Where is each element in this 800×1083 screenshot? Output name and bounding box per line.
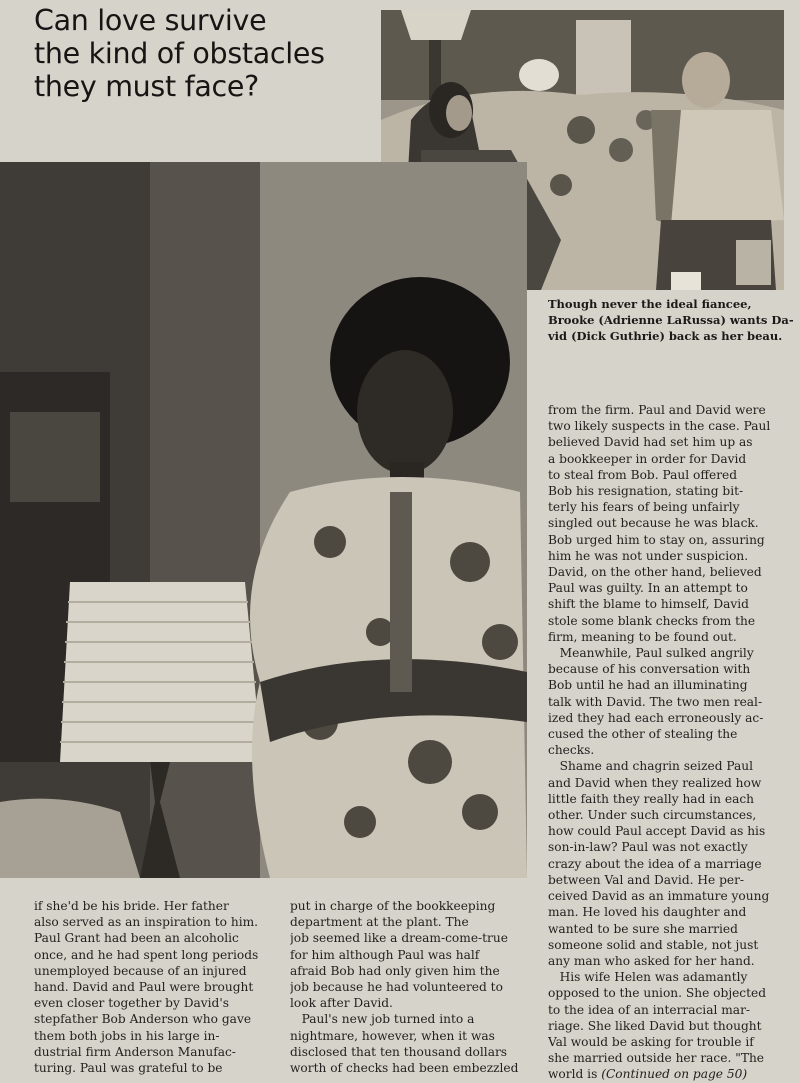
- text-line: once, and he had spent long periods: [34, 947, 259, 962]
- text-line: afraid Bob had only given him the: [290, 963, 500, 978]
- text-line: turing. Paul was grateful to be: [34, 1061, 223, 1076]
- text-line: talk with David. The two men real-: [548, 694, 763, 709]
- text-line: if she'd be his bride. Her father: [34, 899, 229, 913]
- headline: [34, 4, 364, 103]
- text-line: unemployed because of an injured: [34, 963, 247, 978]
- text-line: worth of checks had been embezzled: [290, 1061, 519, 1076]
- text-line: terly his fears of being unfairly: [548, 500, 740, 515]
- text-line: them both jobs in his large in-: [34, 1028, 220, 1043]
- text-line: riage. She liked David but thought: [548, 1018, 762, 1033]
- headline-line: Can love survive: [34, 4, 267, 37]
- text-line: cused the other of stealing the: [548, 727, 738, 742]
- article-column-bottom-middle: [290, 898, 542, 1076]
- text-line: look after David.: [290, 996, 393, 1011]
- text-line: him he was not under suspicion.: [548, 548, 749, 563]
- text-line: because of his conversation with: [548, 662, 751, 677]
- text-line: Shame and chagrin seized Paul: [548, 759, 754, 774]
- text-line: between Val and David. He per-: [548, 872, 745, 887]
- text-line: Bob urged him to stay on, assuring: [548, 532, 765, 547]
- text-line: hand. David and Paul were brought: [34, 980, 254, 995]
- text-line: Meanwhile, Paul sulked angrily: [548, 646, 754, 661]
- text-line: singled out because he was black.: [548, 516, 759, 531]
- caption-line: vid (Dick Guthrie) back as her beau.: [548, 329, 783, 343]
- text-line: job because he had volunteered to: [290, 980, 503, 995]
- text-line: someone solid and stable, not just: [548, 937, 759, 952]
- text-line: Paul's new job turned into a: [290, 1012, 475, 1027]
- woman-portrait-illustration: [0, 162, 527, 878]
- text-line: little faith they really had in each: [548, 791, 755, 806]
- text-line: Bob until he had an illuminating: [548, 678, 748, 693]
- text-line: she married outside her race. "The: [548, 1051, 765, 1066]
- text-line: opposed to the union. She objected: [548, 986, 767, 1001]
- text-line: job seemed like a dream-come-true: [290, 931, 508, 946]
- text-line: checks.: [548, 743, 595, 758]
- text-line: ceived David as an immature young: [548, 889, 770, 904]
- article-column-bottom-left: [34, 898, 284, 1076]
- text-line: shift the blame to himself, David: [548, 597, 749, 612]
- caption-line: Though never the ideal fiancee,: [548, 297, 752, 311]
- text-line: disclosed that ten thousand dollars: [290, 1044, 508, 1059]
- text-line: department at the plant. The: [290, 915, 469, 930]
- woman-portrait-photo: [0, 162, 527, 878]
- photo-caption: [548, 296, 794, 344]
- text-line: from the firm. Paul and David were: [548, 403, 766, 417]
- text-line: how could Paul accept David as his: [548, 824, 766, 839]
- text-line: stepfather Bob Anderson who gave: [34, 1012, 252, 1027]
- text-line: nightmare, however, when it was: [290, 1028, 495, 1043]
- text-line: man. He loved his daughter and: [548, 905, 747, 920]
- text-line: Paul Grant had been an alcoholic: [34, 931, 239, 946]
- text-line: Val would be asking for trouble if: [548, 1034, 754, 1049]
- article-column-right: [548, 402, 793, 1083]
- text-line: stole some blank checks from the: [548, 613, 756, 628]
- text-line: Bob his resignation, stating bit-: [548, 484, 744, 499]
- text-line: any man who asked for her hand.: [548, 953, 755, 968]
- text-line: put in charge of the bookkeeping: [290, 899, 496, 913]
- text-line: to steal from Bob. Paul offered: [548, 467, 738, 482]
- text-line: David, on the other hand, believed: [548, 565, 762, 580]
- text-line: believed David had set him up as: [548, 435, 753, 450]
- caption-line: Brooke (Adrienne LaRussa) wants Da-: [548, 313, 794, 327]
- text-line: and David when they realized how: [548, 775, 762, 790]
- text-line: crazy about the idea of a marriage: [548, 856, 762, 871]
- text-line: dustrial firm Anderson Manufac-: [34, 1044, 236, 1059]
- text-line: firm, meaning to be found out.: [548, 629, 737, 644]
- headline-line: they must face?: [34, 70, 259, 103]
- text-line: a bookkeeper in order for David: [548, 451, 747, 466]
- headline-line: the kind of obstacles: [34, 37, 325, 70]
- text-line: son-in-law? Paul was not exactly: [548, 840, 748, 855]
- text-line: also served as an inspiration to him.: [34, 915, 259, 930]
- text-line: other. Under such circumstances,: [548, 808, 757, 823]
- text-line: for him although Paul was half: [290, 947, 480, 962]
- text-line: to the idea of an interracial mar-: [548, 1002, 751, 1017]
- continued-on-page-link[interactable]: (Continued on page 50): [601, 1067, 748, 1082]
- text-line: wanted to be sure she married: [548, 921, 738, 936]
- text-line: Paul was guilty. In an attempt to: [548, 581, 748, 596]
- text-line: two likely suspects in the case. Paul: [548, 419, 771, 434]
- text-fragment: world is: [548, 1067, 602, 1082]
- text-line: His wife Helen was adamantly: [548, 970, 748, 985]
- text-line-continued: [548, 1066, 793, 1082]
- text-line: even closer together by David's: [34, 996, 229, 1011]
- text-line: ized they had each erroneously ac-: [548, 710, 764, 725]
